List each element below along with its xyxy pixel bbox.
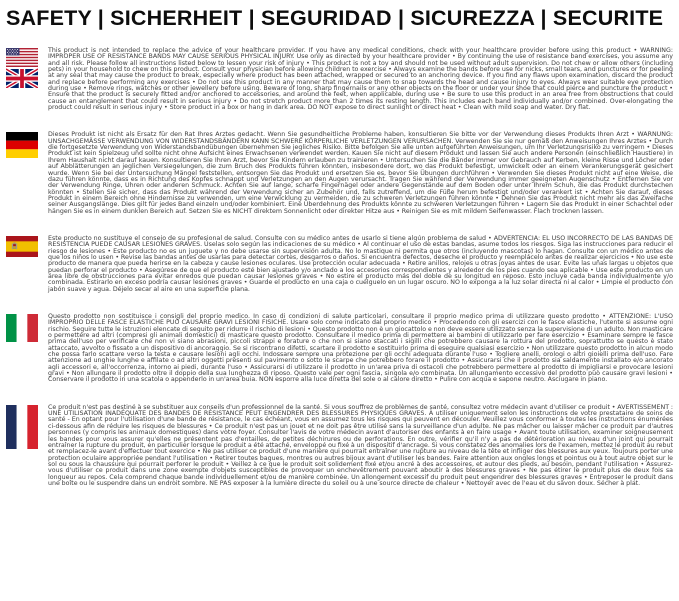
page-title: SAFETY | SICHERHEIT | SEGURIDAD | SICUREZZA | SECURITE: [6, 6, 664, 30]
germany-flag-icon: [6, 132, 38, 158]
section-french: [6, 405, 673, 487]
france-flag-icon: [6, 405, 38, 449]
us-uk-flag-icon: [6, 48, 38, 88]
section-german: [6, 132, 673, 214]
section-italian: [6, 314, 673, 384]
section-spanish: [6, 236, 673, 293]
safety-text-german: Dieses Produkt ist nicht als Ersatz für den Rat Ihres Arztes gedacht. Wenn Sie gesundheitliche Probleme haben, konsultieren Sie bitte vor der Verwendung dieses Produkts Ihren Arzt • WARNUNG: UNSACHGEMÄSSE VERWENDUNG VON WIDERSTANDSBÄNDERN KANN SCHWERE KÖRPERLICHE VERLETZUNGEN VERURSACHEN. Verwenden Sie sie nur gemäß den Anweisungen Ihres Arztes • Durch die fortgesetzte Verwendung von Widerstandsbandübungen übernehmen Sie jegliches Risiko. Bitte befolgen Sie alle unten aufgeführten Anweisungen, um Ihr Verletzungsrisiko zu verringern • Dieses Produkt ist kein Spielzeug und sollte nicht ohne Aufsicht eines Erwachsenen verwendet werden. Kauen Sie nicht auf diesem Produkt und lassen Sie auch andere Personen (einschließlich Haustiere) in Ihrem Haushalt nicht darauf kauen. Konsultieren Sie Ihren Arzt, bevor Sie Kindern erlauben zu trainieren • Untersuchen Sie die Bänder immer vor Gebrauch auf Kerben, kleine Risse und Löcher oder auf Abblätterungen an jeglichen Versiegelungen, die zum Bruch des Produkts führen könnten, insbesondere dort, wo das Produkt befestigt, umwickelt oder an einem Verankerungsgerät gesichert wurde. Wenn Sie bei der Untersuchung Mängel feststellen, entsorgen Sie das Produkt und ersetzen Sie es, bevor Sie Übungen durchführen • Verwenden Sie dieses Produkt nicht auf eine Weise, die dazu führen könnte, dass es in Richtung des Kopfes schnappt und Verletzungen an den Augen verursacht. Tragen Sie während der Verwendung immer geeigneten Augenschutz • Entfernen Sie vor der Verwendung Ringe, Uhren oder anderen Schmuck. Achten Sie auf lange, scharfe Fingernägel oder andere Gegenstände auf dem Boden oder unter Ihrem Schuh, die das Produkt durchstechen könnten • Stellen Sie sicher, dass das Produkt während der Verwendung sicher an Zubehör und, falls zutreffend, um die Füße herum befestigt und/oder verankert ist • Achten Sie darauf, dieses Produkt in einem Bereich ohne Hindernisse zu verwenden, um eine Verwicklung zu vermeiden, die zu schweren Verletzungen führen könnte • Dehnen Sie das Produkt nicht mehr als das Zweifache seiner Ausgangslänge. Dies gilt für jedes Band einzeln und/oder kombiniert. Eine Überdehnung des Produkts könnte zu schweren Verletzungen führen • Lagern Sie das Produkt in einer Schachtel oder hängen Sie es in einem dunklen Bereich auf. Setzen Sie es NICHT direktem Sonnenlicht oder direkter Hitze aus • Reinigen Sie es mit mildem Seifenwasser. Flach trocknen lassen.: [48, 131, 673, 215]
safety-text-french: Ce produit n'est pas destiné à se substituer aux conseils d'un professionnel de la santé. Si vous souffrez de problèmes de santé, consultez votre médecin avant d'utiliser ce produit • AVERTISSEMENT : UNE UTILISATION INADÉQUATE DES BANDES DE RÉSISTANCE PEUT ENGENDRER DES BLESSURES PHYSIQUES GRAVES. À utiliser uniquement selon les instructions de votre prestataire de soins de santé - En optant pour l'utilisation d'une bande de résistance, le cas échéant, vous en assumez tous les risques qui peuvent en découler. Veuillez vous conformer à toutes les instructions énumérées ci-dessous afin de réduire les risques de blessures • Ce produit n'est pas un jouet et ne doit pas être utilisé sans la surveillance d'un adulte. Ne pas mâcher ou laisser mâcher ce produit par d'autres personnes (y compris les animaux domestiques) dans votre foyer. Consulter l'avis de votre médecin avant d'autoriser des enfants à en faire usage • Avant toute utilisation, examiner soigneusement les bandes pour vous assurer qu'elles ne présentent pas d'entailles, de petites déchirures ou de perforations. En outre, vérifier qu'il n'y a pas de détérioration au niveau d'un joint qui pourrait entraîner la rupture du produit, en particulier lorsque le produit a été attaché, enveloppé ou fixé à un dispositif d'ancrage. Si vous constatez des anomalies lors de l'examen, mettez le produit au rebut et remplacez-le avant d'effectuer tout exercice • Ne pas utiliser ce produit d'une manière qui pourrait entraîner une rupture au niveau de la tête et infliger des blessures aux yeux. Toujours porter une protection oculaire appropriée pendant l'utilisation • Retirer toutes bagues, montres ou autres bijoux avant d'utiliser les bandes. Faire attention aux ongles longs et pointus ou à tout autre objet sur le sol ou sous la chaussure qui pourrait perforer le produit • Veillez à ce que le produit soit solidement fixé et/ou ancré à des accessoires, et autour des pieds, au besoin, pendant l'utilisation • Assurez-vous d'utiliser ce produit dans une zone exempte d'objets susceptibles de provoquer un enchevêtrement pouvant aboutir à des blessures graves • Ne pas étirer le produit plus de deux fois sa longueur au repos. Cela comprend chaque bande individuellement et/ou de manière combinée. Un allongement excessif du produit peut engendrer des blessures graves • Entreposer le produit dans une boîte ou le suspendre dans un endroit sombre. NE PAS exposer à la lumière directe du soleil ou à une source directe de chaleur • Nettoyer avec de l'eau et du savon doux. Sécher à plat.: [48, 403, 673, 487]
spain-flag-icon: [6, 236, 38, 257]
safety-text-english: This product is not intended to replace the advice of your healthcare provider. If you have any medical conditions, check with your healthcare provider before using this product • WARNING: IMPROPER USE OF RESISTANCE BANDS MAY CAUSE SERIOUS PHYSICAL INJURY. Use only as directed by your healthcare provider • By continuing the use of resistance band exercises, you assume any and all risk. Please follow all instructions listed below to lessen your risk of injury • This product is not a toy and should not be used without adult supervision. Do not chew or allow others (including pets) in your household to chew on this product. Consult your physician before allowing children to exercise • Always examine the bands before use for nicks, small tears, and punctures or for peeling at any seal that may cause the product to break, especially where product has been attached, wrapped or secured to an anchoring device. If you find any flaws upon examination, discard the product and replace before performing any exercises • Do not use this product in any manner that may cause them to snap towards the head and cause injury to eyes. Always wear suitable eye protection during use • Remove rings, watches or other jewellery before using. Beware of long, sharp fingernails or any other objects on the floor or under your shoe that could pierce and puncture the product • Ensure that the product is securely fitted and/or anchored to accessories, and around the feet, when applicable, during use • Be sure to use this product in an area free from obstructions that could cause an entanglement that could result in serious injury • Do not stretch product more than 2 times its resting length. This includes each band individually and/or combined. Over-elongating the product could result in serious injury • Store product in a box or hang in dark area. DO NOT expose to direct sunlight or direct heat • Clean with mild soap and water. Dry flat.: [48, 47, 673, 112]
italy-flag-icon: [6, 314, 38, 342]
safety-text-spanish: Este producto no sustituye el consejo de su profesional de salud. Consulte con su médico antes de usarlo si tiene algún problema de salud • ADVERTENCIA: EL USO INCORRECTO DE LAS BANDAS DE RESISTENCIA PUEDE CAUSAR LESIONES GRAVES. Úselas solo según las indicaciones de su médico • Al continuar el uso de estas bandas, asume todos los riesgos. Siga las instrucciones para reducir el riesgo de lesiones • Este producto no es un juguete y no debe usarse sin supervisión adulta. No lo mastique ni permita que otros (incluyendo mascotas) lo hagan. Consulte con un médico antes de que los niños lo usen • Revise las bandas antes de usarlas para detectar cortes, desgarros o daños. Si encuentra defectos, deseche el producto y reemplácelo antes de realizar ejercicios • No use este producto de manera que pueda herirse en la cabeza y cause lesiones oculares. Use protección ocular adecuada • Retire anillos, relojes u otras joyas antes de usar. Evite las uñas largas u objetos que puedan perforar el producto • Asegúrese de que el producto esté bien ajustado y/o anclado a los accesorios correspondientes y alrededor de los pies cuando sea aplicable • Use este producto en un área libre de obstrucciones para evitar enredos que puedan causar lesiones graves • No estire el producto más del doble de su longitud en reposo. Esto incluye cada banda individualmente y/o combinada. Estirarlo en exceso podría causar lesiones graves • Guarde el producto en una caja o cuélguelo en un lugar oscuro. NO lo exponga a la luz solar directa ni al calor • Limpie el producto con jabón suave y agua. Déjelo secar al aire en una superficie plana.: [48, 234, 673, 293]
section-english: [6, 48, 673, 111]
safety-text-italian: Questo prodotto non sostituisce i consigli del proprio medico. In caso di condizioni di salute particolari, consultare il proprio medico prima di utilizzare questo prodotto • ATTENZIONE: L'USO IMPROPRIO DELLE FASCE ELASTICHE PUÒ CAUSARE GRAVI LESIONI FISICHE. Usare solo come indicato dal proprio medico • Procedendo con gli esercizi con le fasce elastiche, l'utente si assume ogni rischio. Seguire tutte le istruzioni elencate di seguito per ridurre il rischio di lesioni • Questo prodotto non è un giocattolo e non deve essere utilizzato senza la supervisione di un adulto. Non masticare o permettere ad altri (compresi gli animali domestici) di masticare questo prodotto. Consultare il medico prima di permettere ai bambini di utilizzarlo per fare esercizio • Esaminare sempre le fasce prima dell'uso per verificare che non vi siano abrasioni, piccoli strappi e forature o che non si siano staccati i sigilli che potrebbero causare la rottura del prodotto, soprattutto se questo è stato attaccato, avvolto o fissato a un dispositivo di ancoraggio. Se si riscontrano difetti, scartare il prodotto e sostituirlo prima di eseguire qualsiasi esercizio • Non utilizzare questo prodotto in alcun modo che possa farlo scattare verso la testa e causare lesioni agli occhi. Indossare sempre una protezione per gli occhi adeguata durante l'uso • Togliere anelli, orologi o altri gioielli prima dell'uso. Fare attenzione ad unghie lunghe e affilate o ad altri oggetti presenti sul pavimento o sotto le scarpe che potrebbero forare il prodotto • Assicurarsi che il prodotto sia saldamente installato e/o ancorato agli accessori e, all'occorrenza, intorno ai piedi, durante l'uso • Assicurarsi di utilizzare il prodotto in un'area priva di ostacoli che potrebbero permettere al prodotto di impigliarsi e provocare lesioni gravi • Non allungare il prodotto oltre il doppio della sua lunghezza di riposo. Questo vale per ogni fascia, singola e/o combinata. Un allungamento eccessivo del prodotto può causare gravi lesioni • Conservare il prodotto in una scatola o appenderlo in un'area buia. NON esporre alla luce diretta del sole o al calore diretto • Pulire con acqua e sapone neutro. Asciugare in piano.: [48, 313, 673, 384]
